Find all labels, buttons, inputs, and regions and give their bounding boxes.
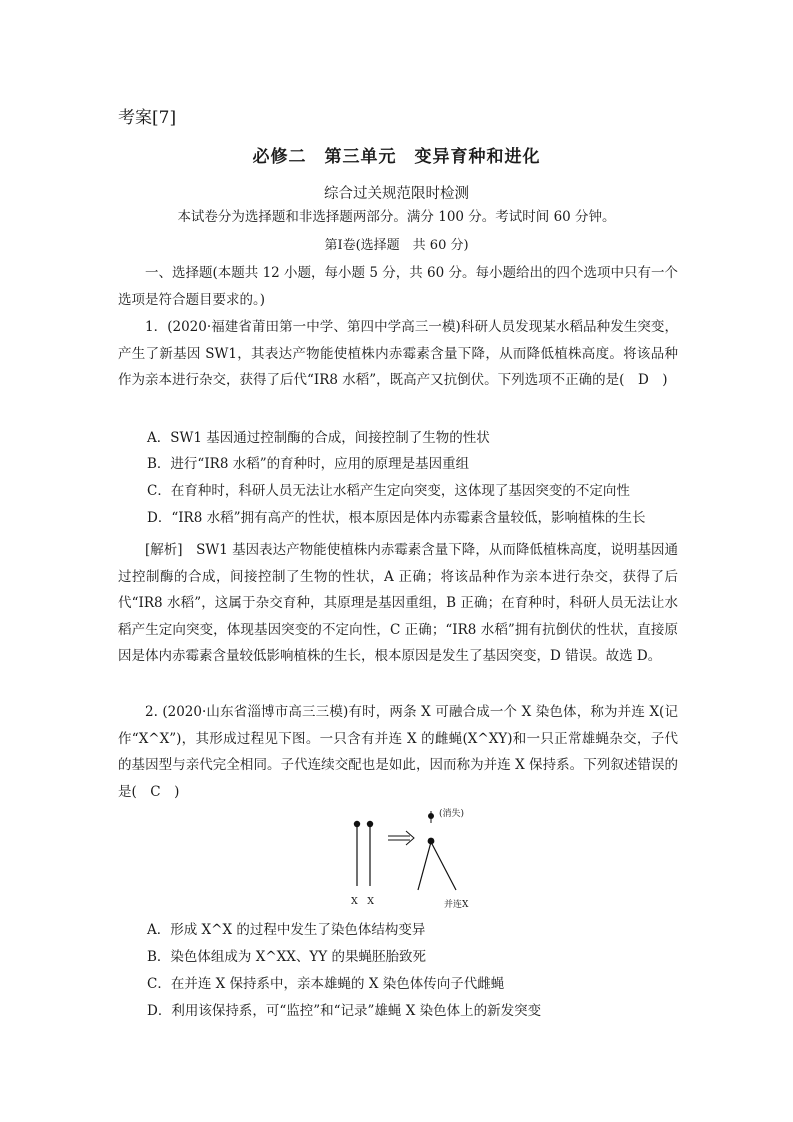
q1-option-a: A．SW1 基因通过控制酶的合成，间接控制了生物的性状 bbox=[147, 430, 490, 446]
q2-option-c: C．在并连 X 保持系中，亲本雄蝇的 X 染色体传向子代雌蝇 bbox=[147, 976, 505, 992]
question-1-stem: 1．(2020·福建省莆田第一中学、第四中学高三一模)科研人员发现某水稻品种发生突变，产生了新基因 SW1，其表达产物能使植株内赤霉素含量下降，从而降低植株高度。将该品种作为亲本进行杂交，获得了后代“IR8 水稻”，既高产又抗倒伏。下列选项不正确的是( D ) bbox=[118, 319, 678, 388]
q2-option-b: B．染色体组成为 X^XX、YY 的果蝇胚胎致死 bbox=[147, 949, 426, 965]
exam-number: 考案[7] bbox=[118, 108, 177, 128]
section-heading: 第Ⅰ卷(选择题 共 60 分) bbox=[324, 238, 469, 253]
centromere-right bbox=[367, 821, 373, 827]
fused-arm-left bbox=[418, 842, 431, 890]
q1-option-d: D．“IR8 水稻”拥有高产的性状，根本原因是体内赤霉素含量较低，影响植株的生长 bbox=[147, 510, 646, 526]
q1-option-c: C．在育种时，科研人员无法让水稻产生定向突变，这体现了基因突变的不定向性 bbox=[147, 483, 630, 499]
label-x-x: X X bbox=[351, 896, 375, 907]
label-lost: (消失) bbox=[439, 809, 465, 819]
arrow-icon bbox=[388, 831, 414, 845]
exam-info: 本试卷分为选择题和非选择题两部分。满分 100 分。考试时间 60 分钟。 bbox=[177, 209, 616, 225]
lost-centromere bbox=[428, 813, 434, 819]
fused-arm-right bbox=[431, 842, 456, 890]
centromere-left bbox=[354, 821, 360, 827]
question-2-stem: 2. (2020·山东省淄博市高三三模)有时，两条 X 可融合成一个 X 染色体，称为并连 X(记作“X^X”)，其形成过程见下图。一只含有并连 X 的雌蝇(X^XY)和一只正常雄蝇杂交，子代的基因型与亲代完全相同。子代连续交配也是如此，因而称为并连 X 保持系。下列叙述错误的是( C ) bbox=[118, 704, 678, 800]
page-title: 必修二 第三单元 变异育种和进化 bbox=[252, 147, 541, 167]
page-subtitle: 综合过关规范限时检测 bbox=[324, 186, 469, 202]
q2-option-a: A．形成 X^X 的过程中发生了染色体结构变异 bbox=[147, 922, 426, 938]
q2-option-d: D．利用该保持系，可“监控”和“记录”雄蝇 X 染色体上的新发突变 bbox=[147, 1003, 542, 1019]
q1-option-b: B．进行“IR8 水稻”的育种时，应用的原理是基因重组 bbox=[147, 456, 470, 472]
q1-analysis: [解析] SW1 基因表达产物能使植株内赤霉素含量下降，从而降低植株高度，说明基因通过控制酶的合成，间接控制了生物的性状，A 正确；将该品种作为亲本进行杂交，获得了后代“IR8 水稻”，这属于杂交育种，其原理是基因重组，B 正确；在育种时，科研人员无法让水稻产生定向突变，体现基因突变的不定向性，C 正确；“IR8 水稻”拥有抗倒伏的性状，直接原因是体内赤霉素含量较低影响植株的生长，根本原因是发生了基因突变，D 错误。故选 D。 bbox=[118, 542, 678, 664]
instructions: 一、选择题(本题共 12 小题，每小题 5 分，共 60 分。每小题给出的四个选项中只有一个选项是符合题目要求的。) bbox=[118, 265, 678, 308]
label-fused-x: 并连X bbox=[444, 900, 469, 910]
